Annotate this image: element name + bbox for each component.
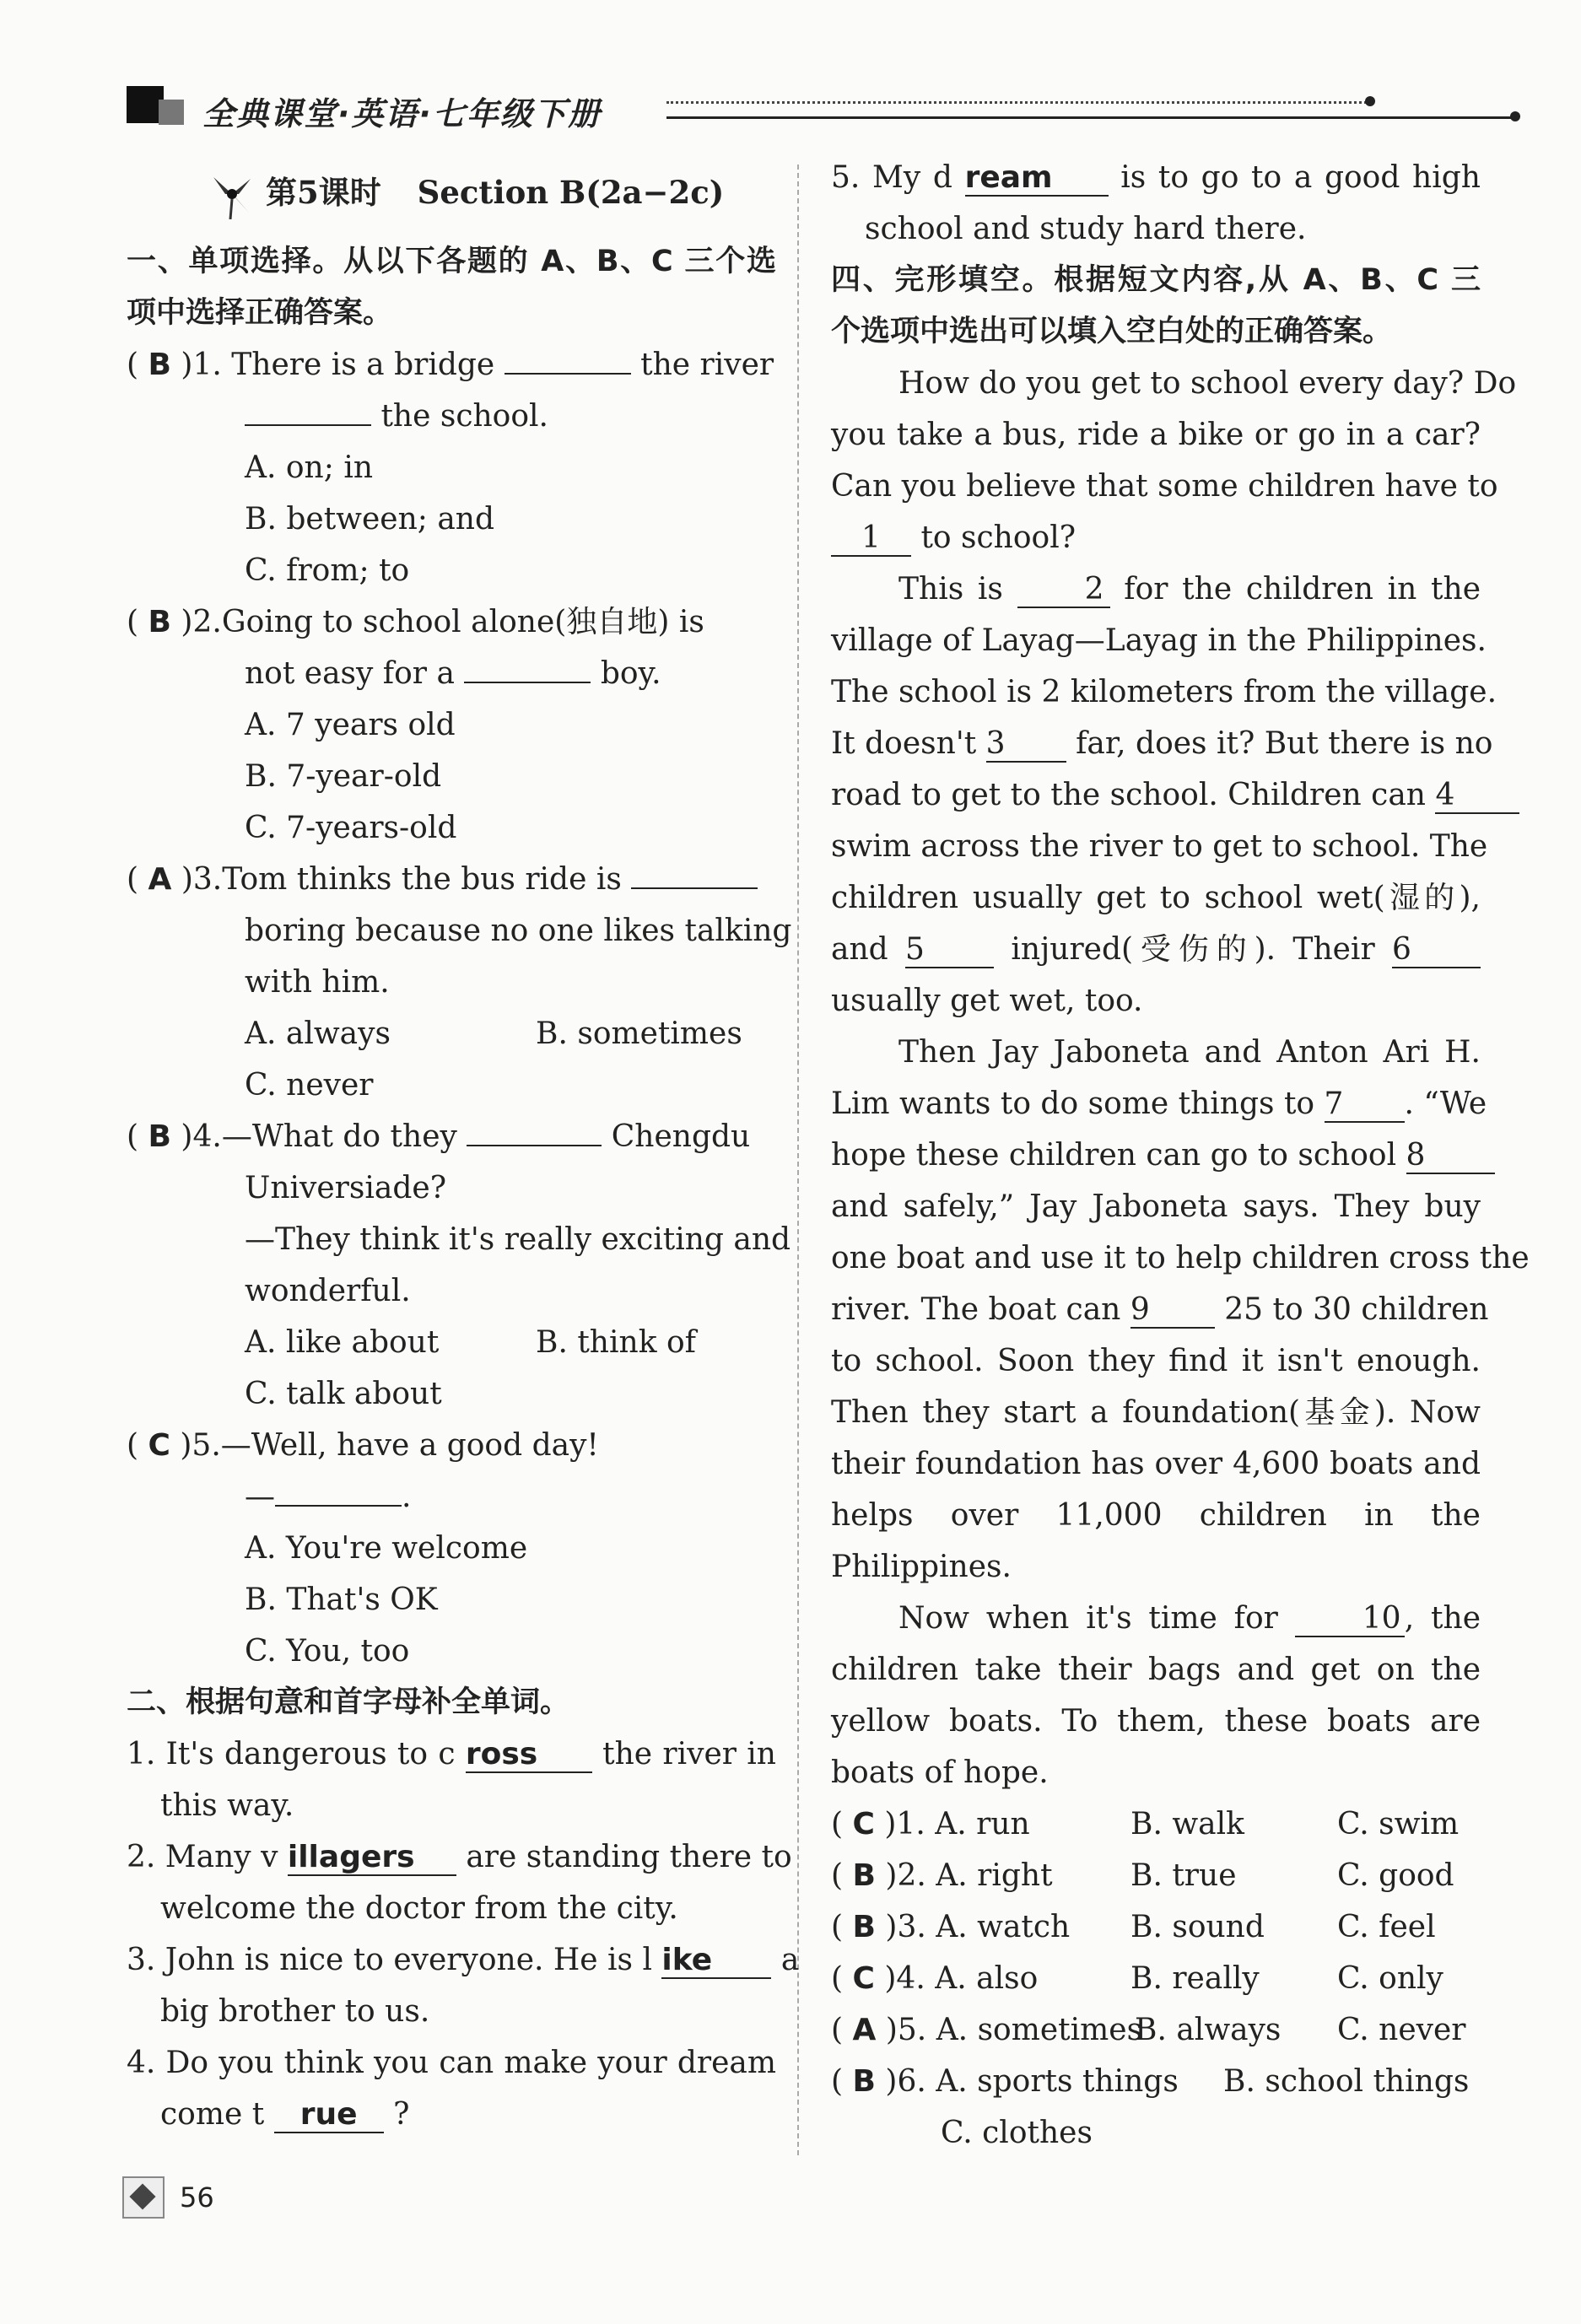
cloze-blank[interactable]: 10 xyxy=(1295,1602,1405,1637)
fill-item-4: 4. Do you think you can make your dream come t rue ? xyxy=(127,2046,776,2132)
option-a: A. 7 years old xyxy=(245,708,456,742)
question-2: ( B )2.Going to school alone(独自地) is not easy for a boy. A. 7 years old B. 7-year-old C. 7-years-old xyxy=(127,596,776,854)
answer-blank[interactable]: ike xyxy=(661,1944,771,1979)
page-header xyxy=(127,84,1409,143)
option-b: B. think of xyxy=(536,1325,696,1360)
cloze-blank[interactable]: 8 xyxy=(1406,1139,1495,1174)
answer-mark: B xyxy=(852,1858,876,1893)
choice-row: ( C )1. A. run B. walk C. swim xyxy=(831,1807,1460,1841)
answer-blank[interactable]: ross xyxy=(466,1738,592,1773)
page-number: 56 xyxy=(180,2181,214,2213)
cloze-blank[interactable]: 4 xyxy=(1435,779,1519,814)
header-solid-rule xyxy=(666,116,1512,119)
cloze-choices xyxy=(831,1798,1481,2159)
option-c: C. 7-years-old xyxy=(245,811,457,845)
cloze-blank[interactable]: 6 xyxy=(1392,933,1481,968)
answer-blank[interactable] xyxy=(467,1145,602,1146)
left-column xyxy=(127,152,800,2140)
fill-item-1: 1. It's dangerous to c ross the river in this way. xyxy=(127,1737,776,1823)
cloze-blank[interactable]: 3 xyxy=(986,727,1066,763)
option-c: C. never xyxy=(245,1068,374,1103)
cloze-blank[interactable]: 1 xyxy=(831,521,911,557)
fill-item-3: 3. John is nice to everyone. He is l ike a big brother to us. xyxy=(127,1943,800,2029)
option-b: B. That's OK xyxy=(245,1583,438,1617)
column-divider xyxy=(797,164,799,2155)
answer-mark: B xyxy=(148,1119,171,1154)
choice-row: ( B )6. A. sports things B. school things xyxy=(831,2064,1470,2099)
answer-blank[interactable] xyxy=(245,424,371,426)
answer-mark: C xyxy=(148,1428,170,1463)
answer-mark: B xyxy=(148,348,171,382)
choice-row: ( B )2. A. right B. true C. good xyxy=(831,1858,1454,1893)
option-a: A. always xyxy=(245,1016,391,1051)
answer-mark: A xyxy=(148,862,172,897)
answer-mark: C xyxy=(852,1961,875,1996)
header-title: 全典课堂·英语·七年级下册 xyxy=(202,95,602,132)
option-a: A. on; in xyxy=(245,450,374,485)
option-c: C. You, too xyxy=(245,1634,410,1669)
answer-mark: B xyxy=(852,1910,876,1944)
question-4: ( B )4.—What do they Chengdu Universiade? —They think it's really exciting and wonderful. A. like about B. think of C. talk about xyxy=(127,1111,776,1420)
cloze-blank[interactable]: 2 xyxy=(1017,573,1110,608)
flower-icon xyxy=(207,169,257,219)
cloze-passage: How do you get to school every day? Do you take a bus, ride a bike or go in a car? Can you believe that some children have to 1 to school? This is 2 for the children in the village of Layag—Layag in the Philippines. The school is 2 kilometers from the village. It doesn't 3 far, does it? But there is no road to get to the school. Children can 4 swim across the river to get to school. The children usually get to school wet(湿的), and 5 injured(受伤的). Their 6 usually get wet, too. Then Jay Jaboneta and Anton Ari H. Lim wants to do some things to 7 . “We hope these children can go to school 8 and safely,” Jay Jaboneta says. They buy one boat and use it to help children cross the river. The boat can 9 25 to 30 children to school. Soon they find it isn't enough. Then they start a foundation(基金). Now their foundation has over 4,600 boats and helps over 11,000 children in the Philippines. Now when it's time for 10 , the children take their bags and get on the yellow boats. To them, these boats are boats of hope. xyxy=(831,366,1530,1790)
part2-heading: 二、根据句意和首字母补全单词。 xyxy=(127,1685,570,1719)
cloze-blank[interactable]: 7 xyxy=(1325,1087,1405,1123)
option-a: A. like about xyxy=(245,1325,440,1360)
answer-mark: A xyxy=(852,2013,877,2047)
lesson-label: 第5课时 xyxy=(266,174,381,211)
option-b: B. 7-year-old xyxy=(245,759,442,794)
question-1: ( B )1. There is a bridge the river the school. A. on; in B. between; and C. from; to xyxy=(127,339,776,596)
option-a: A. You're welcome xyxy=(245,1531,528,1566)
answer-blank[interactable] xyxy=(631,887,758,889)
question-3: ( A )3.Tom thinks the bus ride is boring because no one likes talking with him. A. always B. sometimes C. never xyxy=(127,854,776,1111)
part1-heading: 一、单项选择。从以下各题的 A、B、C 三个选 项中选择正确答案。 xyxy=(127,245,776,330)
right-column xyxy=(831,152,1530,2159)
answer-mark: B xyxy=(148,605,171,639)
lesson-title xyxy=(127,152,776,236)
answer-blank[interactable] xyxy=(275,1505,402,1507)
choice-row: ( A )5. A. sometimes B. always C. never xyxy=(831,2013,1466,2047)
answer-mark: C xyxy=(852,1807,875,1841)
fill-item-2: 2. Many v illagers are standing there to welcome the doctor from the city. xyxy=(127,1840,792,1926)
header-dotted-rule xyxy=(666,101,1367,104)
lesson-section: Section B(2a−2c) xyxy=(417,174,725,211)
answer-blank[interactable] xyxy=(505,373,631,375)
cloze-blank[interactable]: 9 xyxy=(1130,1293,1215,1329)
answer-blank[interactable]: ream xyxy=(965,161,1109,197)
diamond-icon xyxy=(122,2176,165,2219)
answer-blank[interactable]: rue xyxy=(274,2098,384,2133)
question-5: ( C )5.—Well, have a good day! — . A. You're welcome B. That's OK C. You, too xyxy=(127,1420,776,1677)
option-c: C. talk about xyxy=(245,1377,442,1411)
answer-blank[interactable]: illagers xyxy=(288,1841,456,1876)
answer-mark: B xyxy=(852,2064,876,2099)
choice-row: ( C )4. A. also B. really C. only xyxy=(831,1961,1443,1996)
part4-heading: 四、完形填空。根据短文内容,从 A、B、C 三 个选项中选出可以填入空白处的正确答案。 xyxy=(831,263,1481,348)
header-dot xyxy=(1365,96,1375,106)
fill-item-5: 5. My d ream is to go to a good high school and study hard there. xyxy=(831,160,1481,246)
choice-row: ( B )3. A. watch B. sound C. feel xyxy=(831,1910,1436,1944)
choice-row: C. clothes xyxy=(941,2116,1093,2150)
answer-blank[interactable] xyxy=(464,682,591,683)
option-b: B. between; and xyxy=(245,502,495,537)
option-b: B. sometimes xyxy=(536,1016,742,1051)
header-square-icon-2 xyxy=(159,100,184,125)
header-dot-2 xyxy=(1510,111,1520,121)
option-c: C. from; to xyxy=(245,553,410,588)
cloze-blank[interactable]: 5 xyxy=(905,933,994,968)
